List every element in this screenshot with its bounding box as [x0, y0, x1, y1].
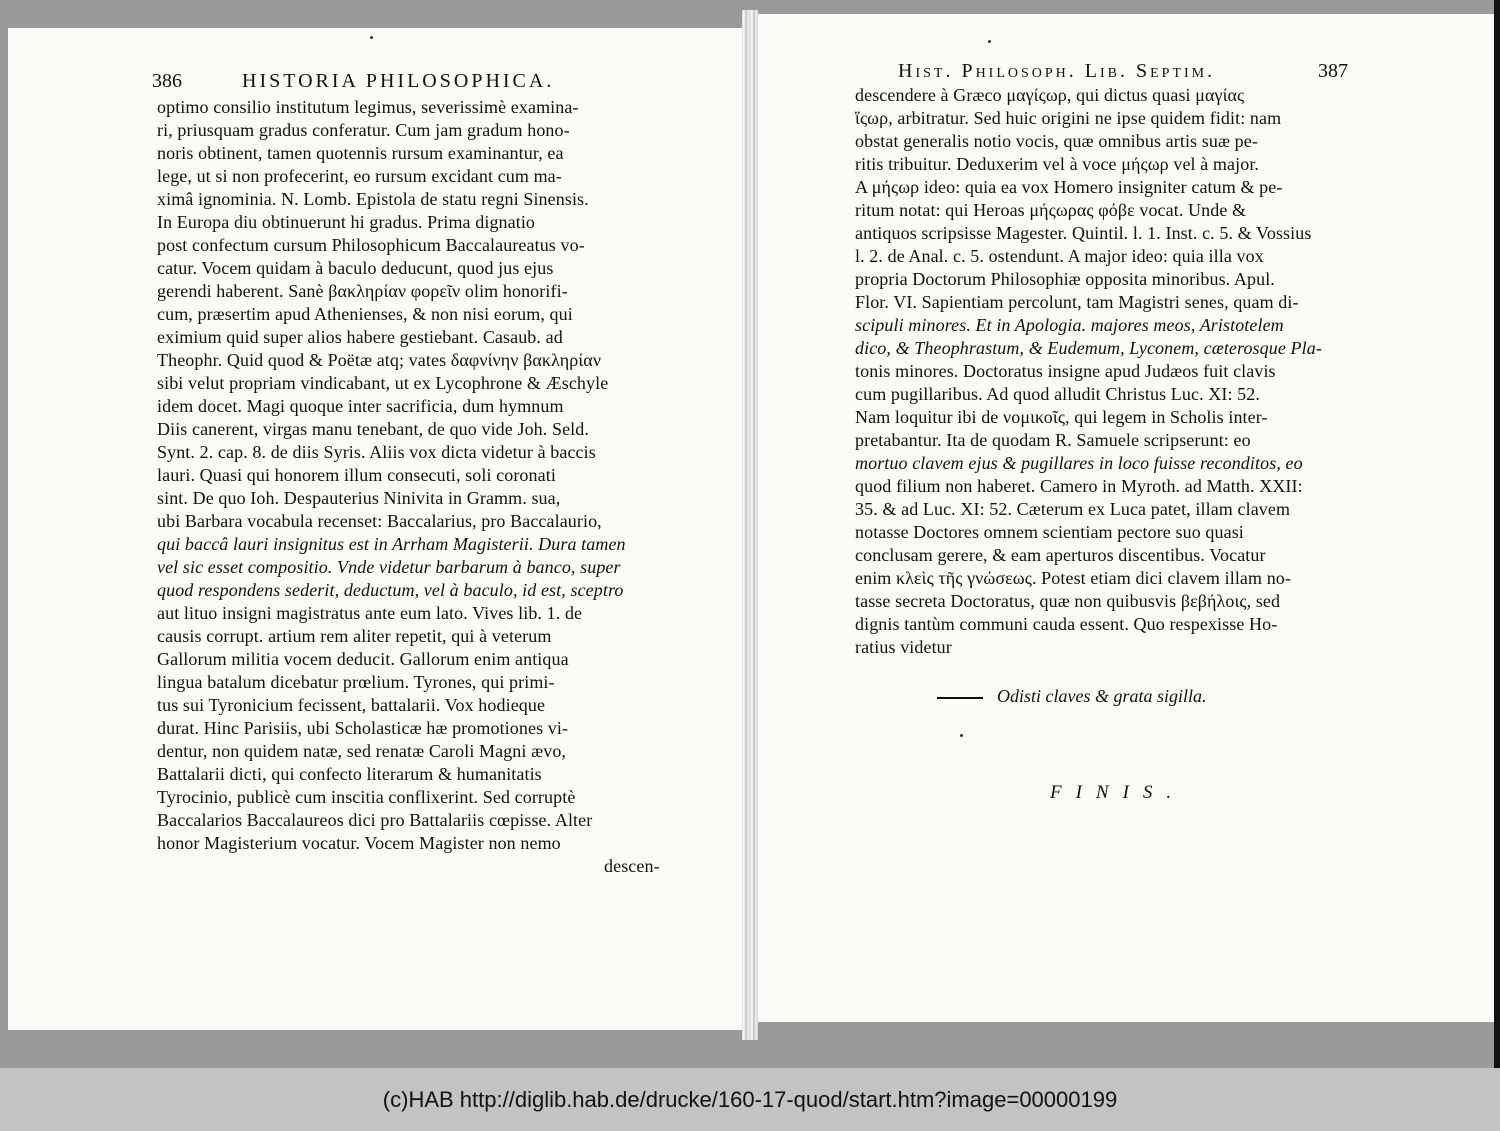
print-speck	[370, 36, 373, 39]
text-line: dignis tantùm communi cauda essent. Quo respexisse Ho-	[855, 614, 1278, 634]
text-line: A μήςωρ ideo: quia ea vox Homero insigniter catum & pe-	[855, 177, 1283, 197]
text-line: lingua batalum dicebatur prœlium. Tyrones, qui primi-	[157, 672, 555, 692]
text-line: In Europa diu obtinuerunt hi gradus. Prima dignatio	[157, 212, 536, 232]
print-speck	[988, 40, 991, 43]
verse-quote	[937, 686, 1207, 707]
text-line: dentur, non quidem natæ, sed renatæ Caroli Magni ævo,	[157, 741, 567, 761]
text-line: tasse secreta Doctoratus, quæ non quibusvis βεβήλοις, sed	[855, 591, 1281, 611]
text-line: ri, priusquam gradus conferatur. Cum jam gradum hono-	[157, 120, 570, 140]
text-line: antiquos scripsisse Magester. Quintil. l. 1. Inst. c. 5. & Vossius	[855, 223, 1312, 243]
text-line: quod respondens sederit, deductum, vel à baculo, id est, sceptro	[157, 580, 624, 600]
text-line: Tyrocinio, publicè cum inscitia conflixerint. Sed corruptè	[157, 787, 576, 807]
finis-mark: FINIS.	[1050, 782, 1186, 803]
text-line: tonis minores. Doctoratus insigne apud Judæos fuit clavis	[855, 361, 1276, 381]
text-line: noris obtinent, tamen quotennis rursum examinantur, ea	[157, 143, 564, 163]
text-line: post confectum cursum Philosophicum Baccalaureatus vo-	[157, 235, 585, 255]
text-line: l. 2. de Anal. c. 5. ostendunt. A major ideo: quia illa vox	[855, 246, 1264, 266]
text-line: scipuli minores. Et in Apologia. majores meos, Aristotelem	[855, 315, 1284, 335]
text-line: cum, præsertim apud Athenienses, & non nisi eorum, qui	[157, 304, 573, 324]
left-running-head: HISTORIA PHILOSOPHICA.	[242, 70, 555, 92]
footer-credit: (c)HAB http://diglib.hab.de/drucke/160-17-quod/start.htm?image=00000199	[382, 1086, 1118, 1112]
right-page-number: 387	[1318, 60, 1348, 82]
text-line: ubi Barbara vocabula recenset: Baccalarius, pro Baccalaurio,	[157, 511, 602, 531]
quote-text: Odisti claves & grata sigilla.	[997, 686, 1207, 706]
text-line: Synt. 2. cap. 8. de diis Syris. Aliis vox dicta videtur à baccis	[157, 442, 596, 462]
text-line: tus sui Tyronicium fecissent, battalarii. Vox hodieque	[157, 695, 546, 715]
text-line: causis corrupt. artium rem aliter repetit, qui à veterum	[157, 626, 552, 646]
text-line: Diis canerent, virgas manu tenebant, de quo vide Joh. Seld.	[157, 419, 589, 439]
text-line: mortuo clavem ejus & pugillares in loco fuisse reconditos, eo	[855, 453, 1303, 473]
catchword: descen-	[604, 856, 660, 876]
text-line: Flor. VI. Sapientiam percolunt, tam Magistri senes, quam di-	[855, 292, 1299, 312]
text-line: idem docet. Magi quoque inter sacrificia, dum hymnum	[157, 396, 564, 416]
text-line: sint. De quo Ioh. Despauterius Ninivita in Gramm. sua,	[157, 488, 561, 508]
text-line: ratius videtur	[855, 637, 952, 657]
text-line: honor Magisterium vocatur. Vocem Magister non nemo	[157, 833, 561, 853]
text-line: cum pugillaribus. Ad quod alludit Christus Luc. XI: 52.	[855, 384, 1260, 404]
text-line: ἵςωρ, arbitratur. Sed huic origini ne ipse quidem fidit: nam	[855, 108, 1282, 128]
text-line: conclusam gerere, & eam aperturos discentibus. Vocatur	[855, 545, 1266, 565]
text-line: obstat generalis notio vocis, quæ omnibus artis suæ pe-	[855, 131, 1258, 151]
text-line: optimo consilio institutum legimus, severissimè examina-	[157, 97, 579, 117]
text-line: lauri. Quasi qui honorem illum consecuti, soli coronati	[157, 465, 556, 485]
copyright-footer	[0, 1068, 1500, 1131]
text-line: aut lituo insigni magistratus ante eum lato. Vives lib. 1. de	[157, 603, 583, 623]
text-line: ritis tribuitur. Deduxerim vel à voce μήςωρ vel à major.	[855, 154, 1260, 174]
text-line: ritum notat: qui Heroas μήςωρας φόβε vocat. Unde &	[855, 200, 1247, 220]
text-line: 35. & ad Luc. XI: 52. Cæterum ex Luca patet, illam clavem	[855, 499, 1291, 519]
text-line: Nam loquitur ibi de νομικοῖς, qui legem in Scholis inter-	[855, 407, 1268, 427]
text-line: quod filium non haberet. Camero in Myroth. ad Matth. XXII:	[855, 476, 1303, 496]
page-edge-shadow	[1494, 0, 1500, 1068]
text-line: enim κλεὶς τῆς γνώσεως. Potest etiam dici clavem illam no-	[855, 568, 1292, 588]
text-line: Theophr. Quid quod & Poëtæ atq; vates δαφνίνην βακληρίαν	[157, 350, 602, 370]
text-line: notasse Doctores omnem scientiam pectore suo quasi	[855, 522, 1244, 542]
text-line: Battalarii dicti, qui confecto literarum & humanitatis	[157, 764, 542, 784]
text-line: propria Doctorum Philosophiæ opposita minoribus. Apul.	[855, 269, 1275, 289]
em-dash-rule	[937, 697, 983, 699]
text-line: qui baccâ lauri insignitus est in Arrham Magisterii. Dura tamen	[157, 534, 626, 554]
text-line: durat. Hinc Parisiis, ubi Scholasticæ hæ promotiones vi-	[157, 718, 569, 738]
text-line: descendere à Græco μαγίςωρ, qui dictus quasi μαγίας	[855, 85, 1245, 105]
left-page-number: 386	[152, 70, 182, 92]
text-line: lege, ut si non profecerint, eo rursum excidant cum ma-	[157, 166, 562, 186]
text-line: dico, & Theophrastum, & Eudemum, Lyconem, cæterosque Pla-	[855, 338, 1322, 358]
text-line: Baccalarios Baccalaureos dici pro Battalariis cœpisse. Alter	[157, 810, 593, 830]
text-line: gerendi haberent. Sanè βακληρίαν φορεῖν olim honorifi-	[157, 281, 568, 301]
text-line: eximium quid super alios habere gestiebant. Casaub. ad	[157, 327, 563, 347]
text-line: sibi velut propriam vindicabant, ut ex Lycophrone & Æschyle	[157, 373, 609, 393]
right-running-head: Hist. Philosoph. Lib. Septim.	[898, 60, 1216, 82]
text-line: ximâ ignominia. N. Lomb. Epistola de statu regni Sinensis.	[157, 189, 589, 209]
book-gutter	[742, 10, 758, 1040]
print-speck	[960, 734, 963, 737]
text-line: vel sic esset compositio. Vnde videtur barbarum à banco, super	[157, 557, 621, 577]
text-line: Gallorum militia vocem deducit. Gallorum enim antiqua	[157, 649, 569, 669]
text-line: pretabantur. Ita de quodam R. Samuele scripserunt: eo	[855, 430, 1251, 450]
text-line: catur. Vocem quidam à baculo deducunt, quod jus ejus	[157, 258, 554, 278]
